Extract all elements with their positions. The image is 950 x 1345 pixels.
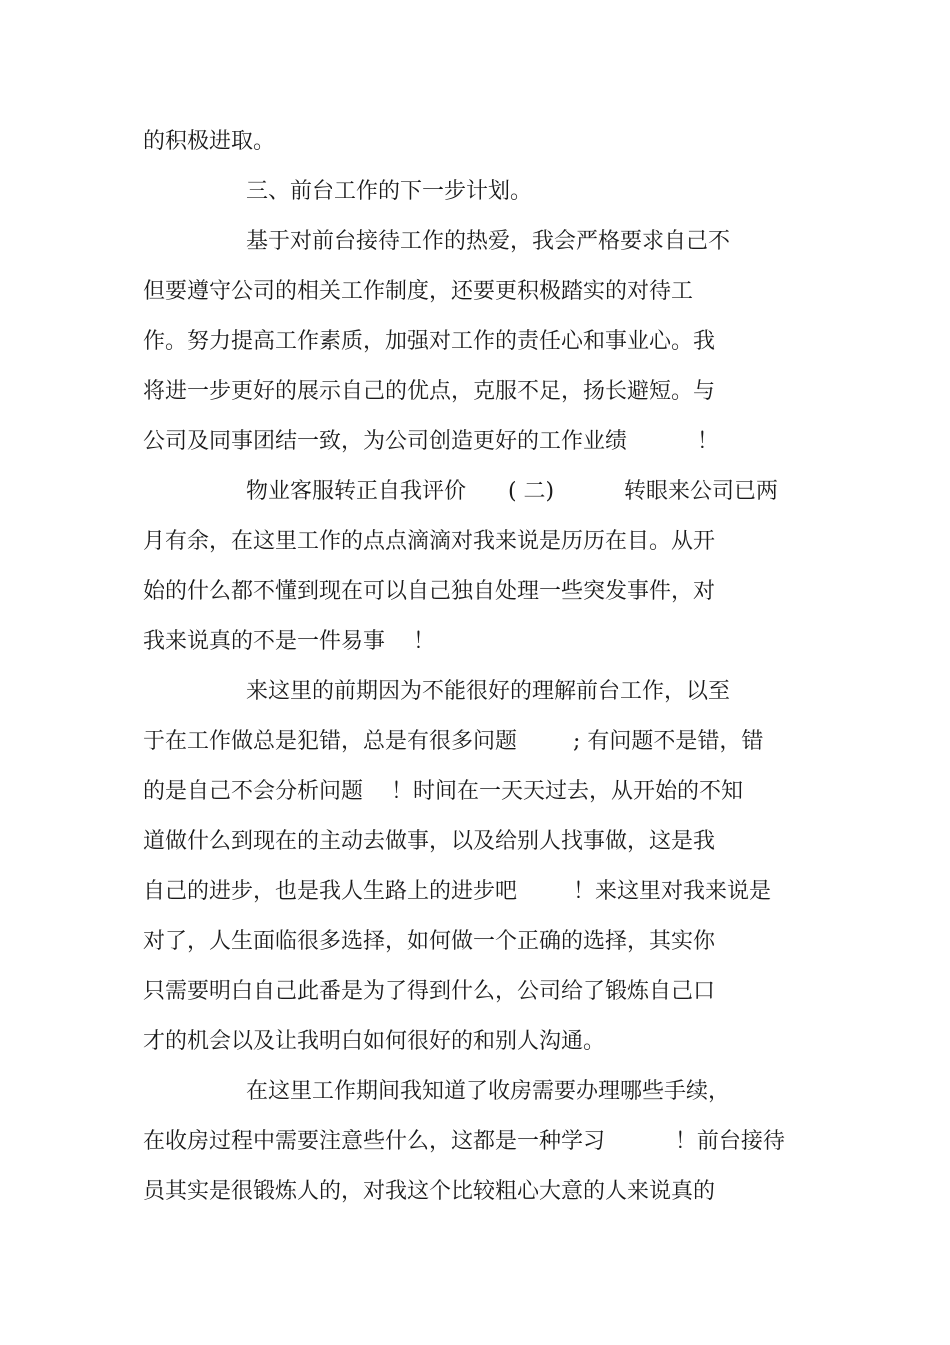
text-line: 在收房过程中需要注意些什么，这都是一种学习 ！前台接待 (143, 1129, 785, 1154)
text-line: 来这里的前期因为不能很好的理解前台工作，以至 (246, 679, 731, 704)
text-line: 的积极进取。 (143, 129, 276, 154)
text-line: 基于对前台接待工作的热爱，我会严格要求自己不 (246, 229, 731, 254)
text-line: 公司及同事团结一致，为公司创造更好的工作业绩 ！ (143, 429, 719, 454)
section-heading: 物业客服转正自我评价 ( 二) 转眼来公司已两 (246, 479, 779, 504)
text-line: 将进一步更好的展示自己的优点，克服不足，扬长避短。与 (143, 379, 716, 404)
text-line: 月有余，在这里工作的点点滴滴对我来说是历历在目。从开 (143, 529, 716, 554)
text-line: 的是自己不会分析问题 ！时间在一天天过去，从开始的不知 (143, 779, 743, 804)
text-line: 但要遵守公司的相关工作制度，还要更积极踏实的对待工 (143, 279, 694, 304)
text-line: 在这里工作期间我知道了收房需要办理哪些手续， (246, 1079, 731, 1104)
text-line: 自己的进步，也是我人生路上的进步吧 ！来这里对我来说是 (143, 879, 771, 904)
text-line: 始的什么都不懂到现在可以自己独自处理一些突发事件，对 (143, 579, 716, 604)
text-line: 我来说真的不是一件易事 ！ (143, 629, 435, 654)
text-line: 道做什么到现在的主动去做事，以及给别人找事做，这是我 (143, 829, 716, 854)
text-line: 对了，人生面临很多选择，如何做一个正确的选择，其实你 (143, 929, 716, 954)
section-heading: 三、前台工作的下一步计划。 (246, 179, 533, 204)
text-line: 只需要明白自己此番是为了得到什么，公司给了锻炼自己口 (143, 979, 716, 1004)
text-line: 才的机会以及让我明白如何很好的和别人沟通。 (143, 1029, 606, 1054)
text-line: 员其实是很锻炼人的，对我这个比较粗心大意的人来说真的 (143, 1179, 716, 1204)
text-line: 于在工作做总是犯错，总是有很多问题 ; 有问题不是错，错 (143, 729, 764, 754)
text-line: 作。努力提高工作素质，加强对工作的责任心和事业心。我 (143, 329, 716, 354)
